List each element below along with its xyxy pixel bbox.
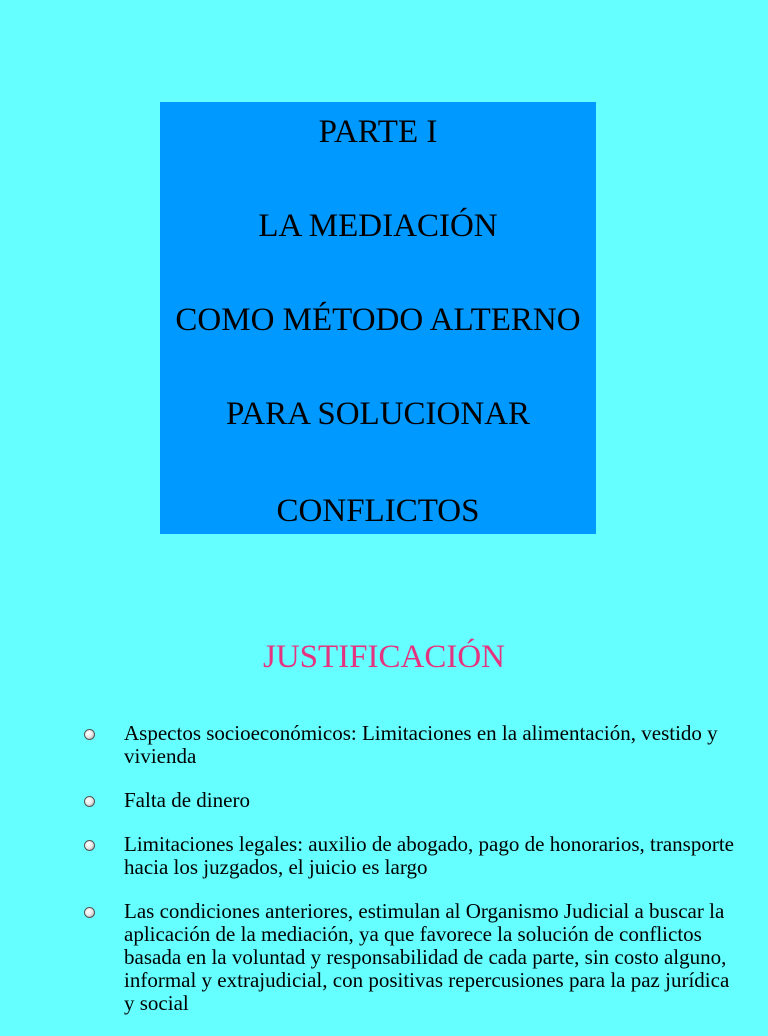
bullet-icon <box>84 729 95 740</box>
title-box <box>160 102 596 534</box>
section-heading: JUSTIFICACIÓN <box>262 639 506 675</box>
bullet-text: Aspectos socioeconómicos: Limitaciones en la alimentación, vestido y vivienda <box>124 721 718 768</box>
title-line-solucionar: PARA SOLUCIONAR <box>225 396 531 432</box>
bullet-text: Falta de dinero <box>124 788 250 812</box>
bullet-text: Las condiciones anteriores, estimulan al Organismo Judicial a buscar la aplicación de la mediación, ya que favorece la solución de conflictos basada en la voluntad y responsabilidad de cada parte, sin costo alguno, informal y extrajudicial, con positivas repercusiones para la paz jurídica y social <box>124 899 730 1015</box>
bullet-icon <box>84 796 95 807</box>
bullet-item-socioeconomic <box>84 722 744 768</box>
title-line-part: PARTE I <box>318 114 438 150</box>
bullet-icon <box>84 840 95 851</box>
bullet-list <box>84 722 744 1036</box>
title-line-metodo: COMO MÉTODO ALTERNO <box>175 302 581 338</box>
bullet-icon <box>84 907 95 918</box>
title-line-mediacion: LA MEDIACIÓN <box>258 208 498 244</box>
bullet-item-legal <box>84 833 744 879</box>
bullet-item-conditions <box>84 900 744 1015</box>
bullet-item-money <box>84 789 744 812</box>
bullet-text: Limitaciones legales: auxilio de abogado, pago de honorarios, transporte hacia los juzgados, el juicio es largo <box>124 832 734 879</box>
title-line-conflictos: CONFLICTOS <box>276 493 480 529</box>
